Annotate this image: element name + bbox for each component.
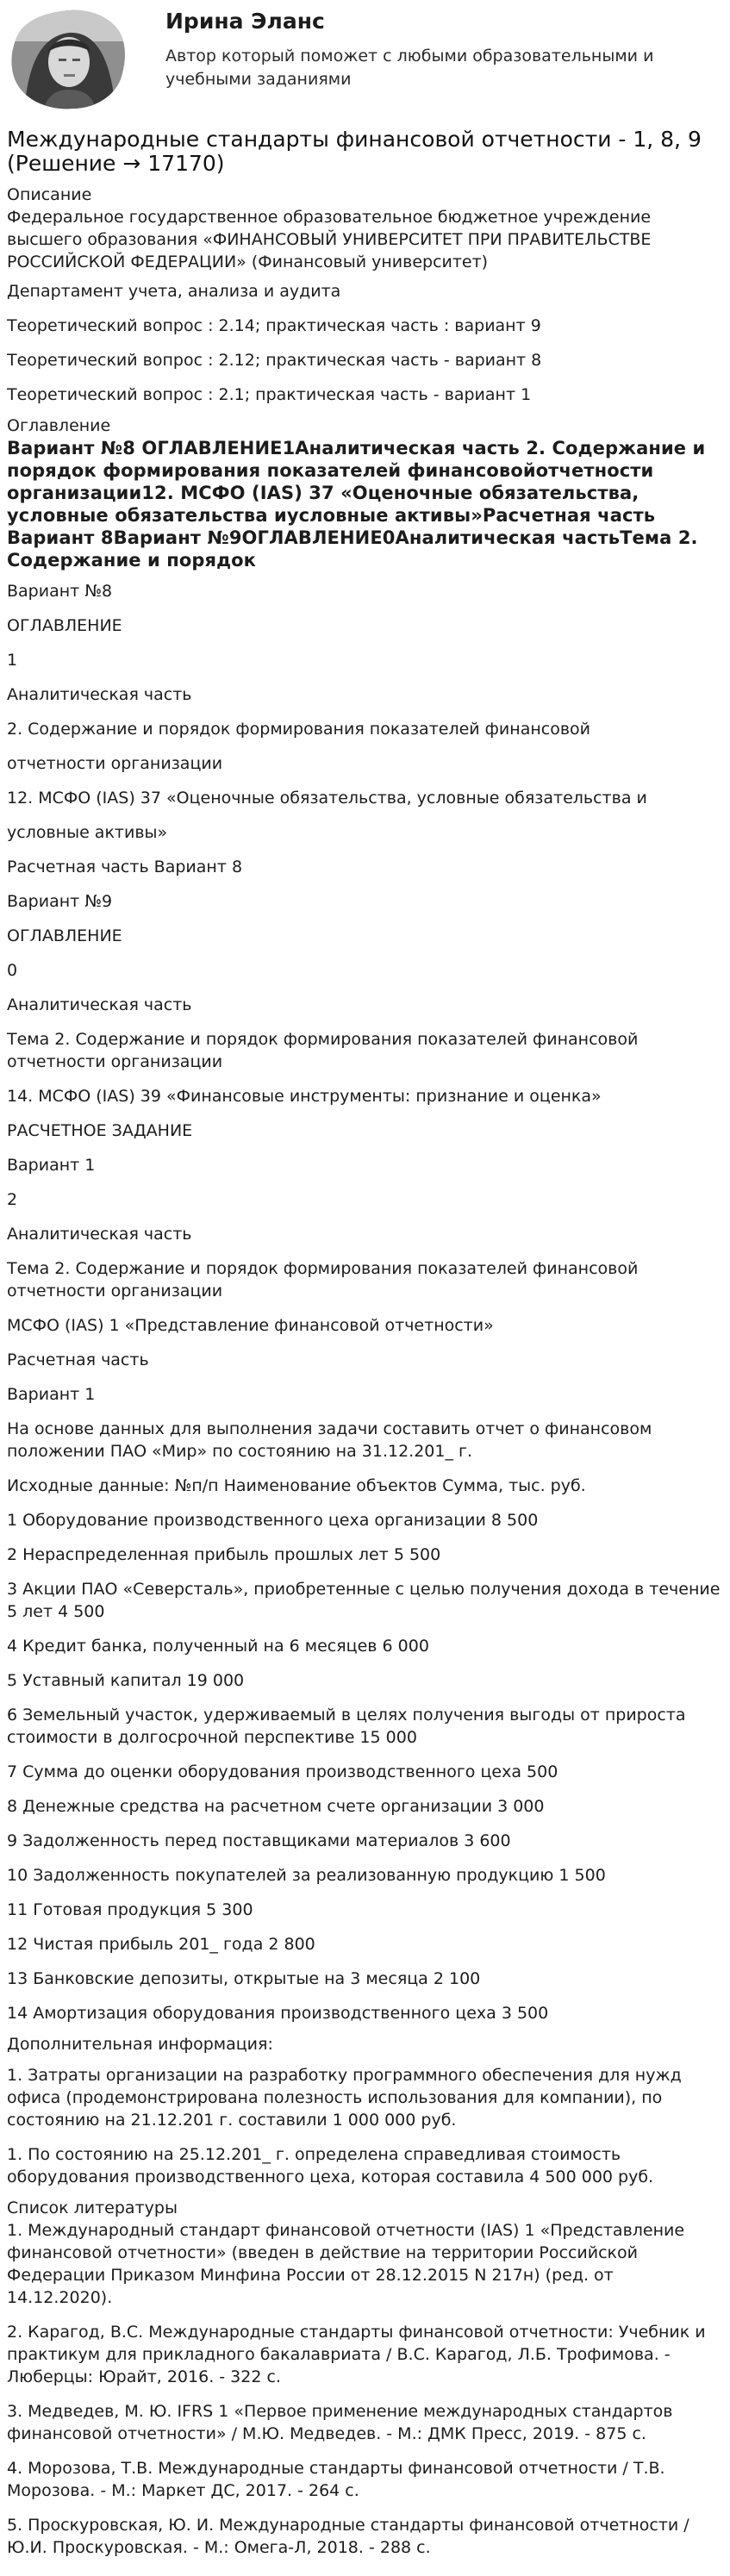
- content-line: 10 Задолженность покупателей за реализованную продукцию 1 500: [7, 1866, 606, 1885]
- content-line: 1 Оборудование производственного цеха организации 8 500: [7, 1511, 539, 1530]
- content-line: 14. МСФО (IAS) 39 «Финансовые инструменты: признание и оценка»: [7, 1087, 602, 1106]
- description-label: Описание: [7, 185, 92, 204]
- content-line: Аналитическая часть: [7, 995, 192, 1014]
- content-line: Исходные данные: №п/п Наименование объектов Сумма, тыс. руб.: [7, 1476, 586, 1495]
- content-line: 2 Нераспределенная прибыль прошлых лет 5 500: [7, 1545, 441, 1564]
- content-line: На основе данных для выполнения задачи составить отчет о финансовом положении ПАО «Мир» по состоянию на 31.12.201_ г.: [7, 1419, 652, 1461]
- content-line: 2: [7, 1190, 18, 1209]
- author-avatar[interactable]: [9, 7, 129, 112]
- content-line: 7 Сумма до оценки оборудования производственного цеха 500: [7, 1762, 558, 1781]
- author-description: Автор который поможет с любыми образовательными и учебными заданиями: [165, 47, 654, 89]
- content-line: 4 Кредит банка, полученный на 6 месяцев 6 000: [7, 1637, 429, 1656]
- content-line: Тема 2. Содержание и порядок формирования показателей финансовой отчетности организации: [7, 1259, 639, 1300]
- content-line: 1: [7, 651, 18, 670]
- additional-item: 1. Затраты организации на разработку программного обеспечения для нужд офиса (продемонстрирована полезность использования для компании), по состоянию на 21.12.201 г. составили 1 000 000 руб.: [7, 2066, 682, 2130]
- content-line: 8 Денежные средства на расчетном счете организации 3 000: [7, 1797, 545, 1816]
- variant-line: Теоретический вопрос : 2.1; практическая часть - вариант 1: [7, 385, 532, 404]
- reference-item: 4. Морозова, Т.В. Международные стандарты финансовой отчетности / Т.В. Морозова. - М.: Маркет ДС, 2017. - 264 c.: [7, 2459, 665, 2500]
- reference-item: 5. Проскуровская, Ю. И. Международные стандарты финансовой отчетности / Ю.И. Проскуровская. - М.: Омега-Л, 2018. - 288 c.: [7, 2516, 689, 2557]
- content-line: 12. МСФО (IAS) 37 «Оценочные обязательства, условные обязательства и: [7, 789, 647, 808]
- author-name[interactable]: Ирина Эланс: [165, 9, 325, 34]
- additional-label: Дополнительная информация:: [7, 2035, 273, 2054]
- content-line: 9 Задолженность перед поставщиками материалов 3 600: [7, 1831, 511, 1850]
- content-line: Расчетная часть: [7, 1350, 149, 1369]
- content-line: отчетности организации: [7, 754, 223, 773]
- reference-item: 3. Медведев, М. Ю. IFRS 1 «Первое применение международных стандартов финансовой отчетности» / М.Ю. Медведев. - М.: ДМК Пресс, 2019. - 875 c.: [7, 2402, 673, 2443]
- variant-line: Теоретический вопрос : 2.12; практическая часть - вариант 8: [7, 351, 542, 370]
- toc-label: Оглавление: [7, 416, 111, 435]
- content-line: Вариант №9: [7, 892, 113, 911]
- content-line: 14 Амортизация оборудования производственного цеха 3 500: [7, 2004, 549, 2023]
- department: Департамент учета, анализа и аудита: [7, 282, 341, 301]
- author-header: [7, 0, 723, 121]
- content-line: 5 Уставный капитал 19 000: [7, 1671, 245, 1690]
- content-line: 13 Банковские депозиты, открытые на 3 месяца 2 100: [7, 1969, 481, 1988]
- content-line: Аналитическая часть: [7, 1225, 192, 1244]
- content-line: Расчетная часть Вариант 8: [7, 858, 243, 876]
- content-line: 6 Земельный участок, удерживаемый в целях получения выгоды от прироста стоимости в долгосрочной перспективе 15 000: [7, 1706, 686, 1747]
- toc-text: Вариант №8 ОГЛАВЛЕНИЕ1Аналитическая часть 2. Содержание и порядок формирования показателей финансовойотчетности организации12. МСФО (IAS) 37 «Оценочные обязательства, условные обязательства иусловные активы»Расчетная часть Вариант 8Вариант №9ОГЛАВЛЕНИЕ0Аналитическая частьТема 2. Содержание и порядок: [7, 438, 706, 571]
- content-line: 11 Готовая продукция 5 300: [7, 1900, 253, 1919]
- variant-line: Теоретический вопрос : 2.14; практическая часть : вариант 9: [7, 316, 541, 335]
- content-line: условные активы»: [7, 823, 168, 842]
- reference-item: 1. Международный стандарт финансовой отчетности (IAS) 1 «Представление финансовой отчетности» (введен в действие на территории Российской Федерации Приказом Минфина России от 28.12.2015 N 217н) (ред. от 14.12.2020).: [7, 2221, 685, 2307]
- content-line: Тема 2. Содержание и порядок формирования показателей финансовой отчетности организации: [7, 1030, 639, 1071]
- additional-item: 1. По состоянию на 25.12.201_ г. определена справедливая стоимость оборудования производственного цеха, которая составила 4 500 000 руб.: [7, 2145, 654, 2186]
- work-title: Международные стандарты финансовой отчетности - 1, 8, 9 (Решение → 17170): [7, 127, 702, 176]
- content-line: Аналитическая часть: [7, 685, 192, 704]
- content-line: ОГЛАВЛЕНИЕ: [7, 616, 122, 635]
- content-line: Вариант 1: [7, 1385, 96, 1404]
- reference-item: 2. Карагод, В.С. Международные стандарты финансовой отчетности: Учебник и практикум для прикладного бакалавриата / В.С. Карагод, Л.Б. Трофимова. - Люберцы: Юрайт, 2016. - 322 c.: [7, 2323, 706, 2386]
- content-line: Вариант №8: [7, 582, 113, 601]
- content-line: 12 Чистая прибыль 201_ года 2 800: [7, 1935, 315, 1954]
- content-line: МСФО (IAS) 1 «Представление финансовой отчетности»: [7, 1316, 494, 1335]
- content-line: 0: [7, 961, 18, 980]
- avatar-image: [9, 7, 129, 112]
- content-line: ОГЛАВЛЕНИЕ: [7, 926, 122, 945]
- content-line: 2. Содержание и порядок формирования показателей финансовой: [7, 720, 590, 739]
- author-info: [165, 7, 700, 91]
- content-line: Вариант 1: [7, 1156, 96, 1175]
- description-text: Федеральное государственное образовательное бюджетное учреждение высшего образования «ФИНАНСОВЫЙ УНИВЕРСИТЕТ ПРИ ПРАВИТЕЛЬСТВЕ РОССИЙСКОЙ ФЕДЕРАЦИИ» (Финансовый университет): [7, 208, 652, 271]
- content-line: РАСЧЕТНОЕ ЗАДАНИЕ: [7, 1121, 193, 1140]
- content-line: 3 Акции ПАО «Северсталь», приобретенные с целью получения дохода в течение 5 лет 4 500: [7, 1580, 721, 1621]
- references-label: Список литературы: [7, 2199, 178, 2217]
